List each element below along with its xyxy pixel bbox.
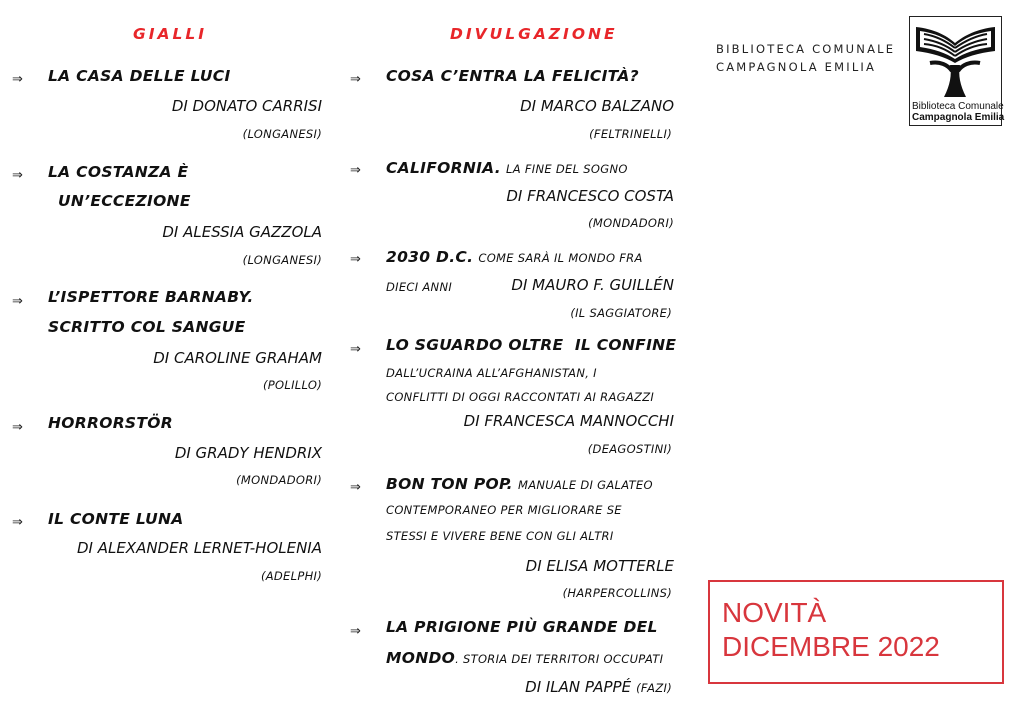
- library-logo: [909, 16, 1005, 126]
- book-title: L’ISPETTORE BARNABY.: [48, 288, 254, 306]
- bullet-arrow-icon: ⇒: [12, 294, 23, 309]
- logo-caption-line2: Campagnola Emilia: [912, 112, 1005, 123]
- book-publisher: (MONDADORI): [236, 473, 322, 487]
- book-subtitle: COME SARÀ IL MONDO FRA: [478, 251, 643, 265]
- book-author: DI MARCO BALZANO: [520, 97, 674, 115]
- book-author: DI DONATO CARRISI: [171, 97, 322, 115]
- book-publisher: (FAZI): [636, 681, 672, 695]
- book-title: LA PRIGIONE PIÙ GRANDE DEL: [386, 618, 658, 636]
- novita-title: NOVITÀ: [722, 597, 827, 628]
- book-title: HORRORSTÖR: [48, 414, 173, 432]
- book-title: LA CASA DELLE LUCI: [48, 67, 231, 85]
- book-tree-icon: [910, 17, 1001, 101]
- book-subtitle: CONTEMPORANEO PER MIGLIORARE SE: [386, 503, 622, 517]
- bullet-arrow-icon: ⇒: [350, 342, 361, 357]
- book-title-line: [386, 247, 643, 266]
- book-publisher: (LONGANESI): [242, 127, 322, 141]
- book-author: DI GRADY HENDRIX: [174, 444, 322, 462]
- book-subtitle: STESSI E VIVERE BENE CON GLI ALTRI: [386, 529, 614, 543]
- bullet-arrow-icon: ⇒: [350, 163, 361, 178]
- book-author: DI ILAN PAPPÉ: [525, 678, 632, 696]
- bullet-arrow-icon: ⇒: [350, 624, 361, 639]
- book-title-line: [386, 474, 653, 493]
- book-title: 2030 D.C.: [386, 248, 474, 266]
- book-credit-line: [525, 677, 672, 696]
- book-publisher: (IL SAGGIATORE): [570, 306, 672, 320]
- logo-caption-line1: Biblioteca Comunale: [912, 101, 1004, 112]
- book-author: DI FRANCESCA MANNOCCHI: [463, 412, 674, 430]
- book-title: LO SGUARDO OLTRE IL CONFINE: [386, 336, 677, 354]
- book-title-line: [386, 158, 628, 177]
- book-title: LA COSTANZA È: [48, 163, 189, 181]
- heading-divulgazione: DIVULGAZIONE: [450, 25, 618, 43]
- book-publisher: (DEAGOSTINI): [587, 442, 672, 456]
- book-title: BON TON POP.: [386, 475, 513, 493]
- heading-gialli: GIALLI: [133, 25, 208, 43]
- book-title: COSA C’ENTRA LA FELICITÀ?: [386, 67, 639, 85]
- bullet-arrow-icon: ⇒: [350, 480, 361, 495]
- book-author: DI FRANCESCO COSTA: [506, 187, 674, 205]
- book-author: DI ELISA MOTTERLE: [525, 557, 674, 575]
- book-title: MONDO: [386, 649, 456, 667]
- novita-banner: [708, 580, 1004, 684]
- bullet-arrow-icon: ⇒: [12, 168, 23, 183]
- book-author: DI ALEXANDER LERNET-HOLENIA: [76, 539, 322, 557]
- book-subtitle: CONFLITTI DI OGGI RACCONTATI AI RAGAZZI: [386, 390, 655, 404]
- book-title: SCRITTO COL SANGUE: [48, 318, 246, 336]
- novita-date: DICEMBRE 2022: [722, 631, 940, 662]
- book-publisher: (POLILLO): [263, 378, 322, 392]
- book-subtitle: MANUALE DI GALATEO: [517, 478, 653, 492]
- book-title-line: [386, 648, 663, 667]
- book-author: DI MAURO F. GUILLÉN: [511, 276, 674, 294]
- book-subtitle: . STORIA DEI TERRITORI OCCUPATI: [455, 652, 664, 666]
- bullet-arrow-icon: ⇒: [12, 72, 23, 87]
- book-subtitle: DALL’UCRAINA ALL’AFGHANISTAN, I: [386, 366, 597, 380]
- book-title: IL CONTE LUNA: [48, 510, 184, 528]
- book-subtitle: DIECI ANNI: [386, 280, 453, 294]
- book-author: DI ALESSIA GAZZOLA: [162, 223, 322, 241]
- book-publisher: (FELTRINELLI): [589, 127, 672, 141]
- book-subtitle: LA FINE DEL SOGNO: [506, 162, 628, 176]
- book-publisher: (MONDADORI): [588, 216, 674, 230]
- bullet-arrow-icon: ⇒: [350, 72, 361, 87]
- bullet-arrow-icon: ⇒: [12, 420, 23, 435]
- library-name-line2: CAMPAGNOLA EMILIA: [716, 60, 877, 74]
- bullet-arrow-icon: ⇒: [350, 252, 361, 267]
- book-title: UN’ECCEZIONE: [58, 192, 191, 210]
- book-publisher: (HARPERCOLLINS): [562, 586, 672, 600]
- book-author: DI CAROLINE GRAHAM: [153, 349, 322, 367]
- book-title: CALIFORNIA.: [386, 159, 501, 177]
- book-publisher: (ADELPHI): [260, 569, 322, 583]
- library-name-line1: BIBLIOTECA COMUNALE: [716, 42, 896, 56]
- bullet-arrow-icon: ⇒: [12, 515, 23, 530]
- book-publisher: (LONGANESI): [242, 253, 322, 267]
